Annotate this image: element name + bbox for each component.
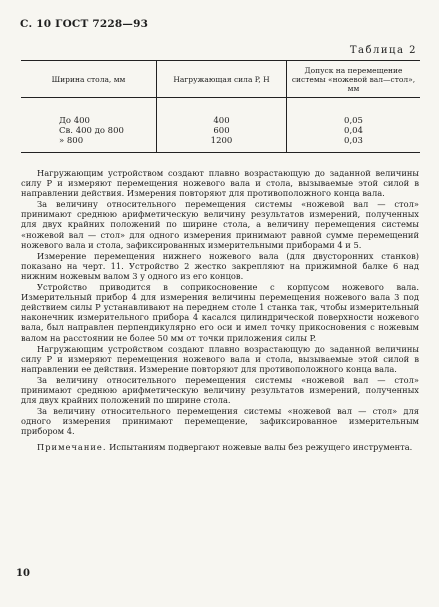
- note-label: Примечание.: [37, 442, 107, 453]
- paragraph: За величину относительного перемещения системы «ножевой вал — стол» принимают среднюю арифметическую величину результатов измерений, полученных для двух крайних положений по ширине стола.: [21, 374, 419, 406]
- table-cell: 0,05: [287, 98, 421, 127]
- table-cell: 1200: [157, 136, 287, 153]
- table-caption: Таблица 2: [349, 45, 417, 56]
- tolerance-table: [21, 60, 420, 153]
- document-header: С. 10 ГОСТ 7228—93: [20, 18, 149, 30]
- paragraph: За величину относительного перемещения системы «ножевой вал — стол» для одного измерения принимают перемещение, зафиксированное измерительным прибором 4.: [21, 406, 419, 437]
- paragraph: Измерение перемещения нижнего ножевого вала (для двусторонних станков) показано на черт. 11. Устройство 2 жестко закрепляют на прижимной балке 6 над нижним ножевым валом 3 у одного из его концов.: [21, 250, 419, 281]
- column-header-force: Нагружающая сила P, Н: [157, 61, 287, 98]
- table-cell: » 800: [21, 136, 157, 153]
- note-text: Испытаниям подвергают ножевые валы без режущего инструмента.: [106, 442, 413, 453]
- note: [21, 442, 419, 452]
- table-cell: 0,03: [287, 136, 421, 153]
- table-row: [21, 126, 420, 136]
- paragraph: За величину относительного перемещения системы «ножевой вал — стол» принимают среднюю арифметическую величину результатов измерений, полученных для двух крайних положений по ширине стола, а величину перемещения системы «ножевой вал — стол» для одного измерения принимают равной сумме перемещений ножевого вала и стола, зафиксированных измерительными приборами 4 и 5.: [21, 199, 419, 250]
- table-cell: Св. 400 до 800: [59, 126, 124, 136]
- table-cell: 600: [157, 126, 287, 136]
- table-cell: 400: [157, 98, 287, 127]
- paragraph: Нагружающим устройством создают плавно возрастающую до заданной величины силу P и измеряют перемещения ножевого вала и стола, вызываемые этой силой в направлении действия. Измерения повторяют для противоположного конца вала.: [21, 168, 419, 199]
- table-header-row: [21, 61, 420, 98]
- table-cell: До 400: [59, 116, 90, 126]
- column-header-width: Ширина стола, мм: [21, 61, 157, 98]
- column-header-tolerance: Допуск на перемещение системы «ножевой вал—стол», мм: [287, 61, 421, 98]
- paragraph: Нагружающим устройством создают плавно возрастающую до заданной величины силу P и измеряют перемещения ножевого вала и стола, вызываемые этой силой в направлении ее действия. Измерение повторяют для противоположного конца вала.: [21, 343, 419, 374]
- body-text: [21, 168, 419, 454]
- table-row: [21, 98, 420, 127]
- table-cell: 0,04: [287, 126, 421, 136]
- paragraph: Устройство приводится в соприкосновение с корпусом ножевого вала. Измерительный прибор 4 для измерения величины перемещения ножевого вала 3 под действием силы P устанавливают на переднем столе 1 станка так, чтобы измерительный наконечник измерительного прибора 4 касался цилиндрической поверхности ножевого вала, был направлен перпендикулярно его оси и имел точку прикосновения с ножевым валом на расстоянии не более 50 мм от точки приложения силы P.: [21, 282, 419, 343]
- page-number: 10: [16, 568, 30, 579]
- table-row: [21, 136, 420, 153]
